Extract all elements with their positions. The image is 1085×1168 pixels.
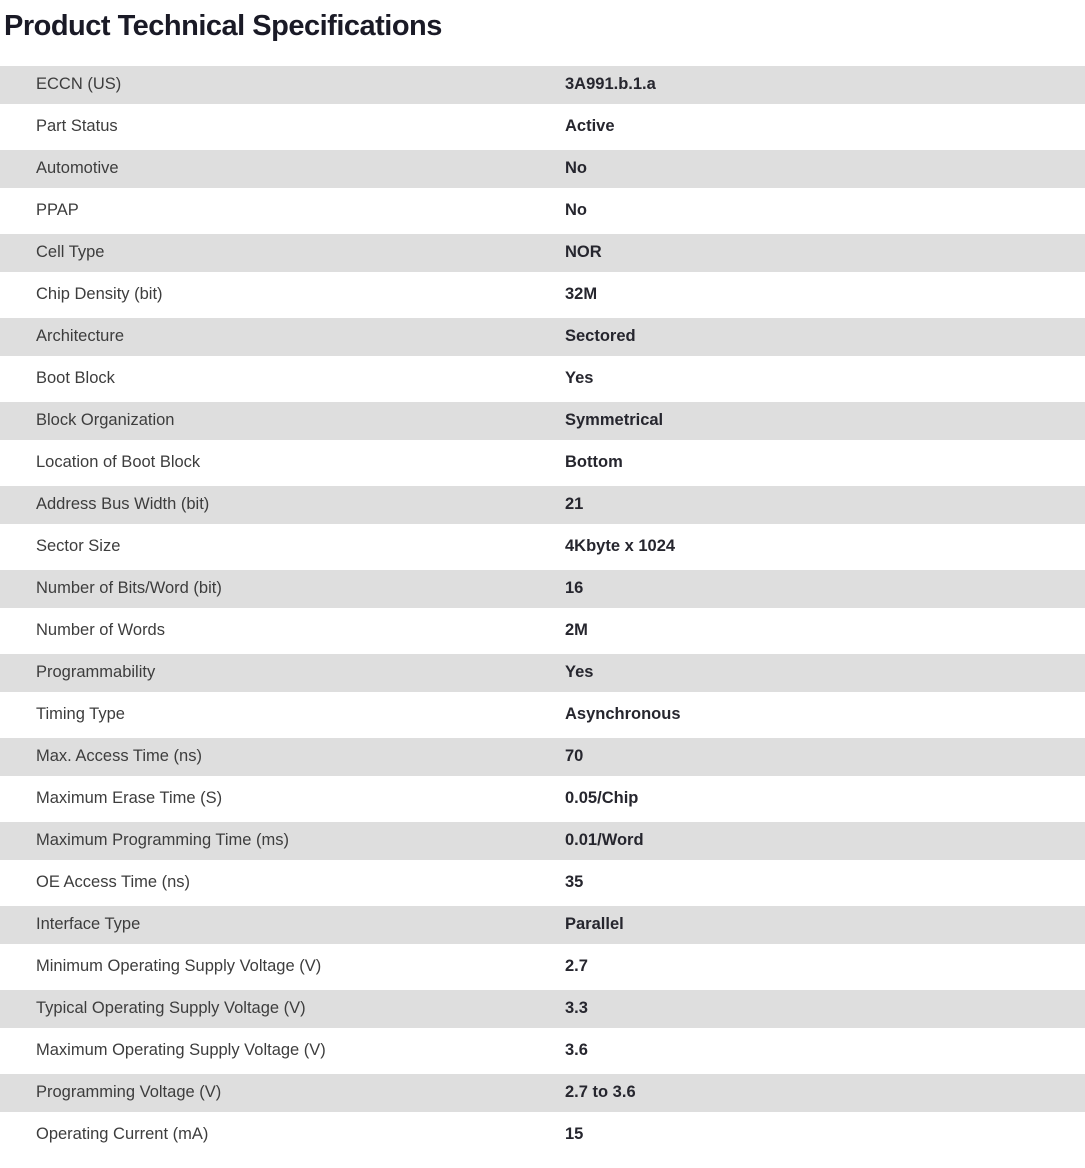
spec-label: Minimum Operating Supply Voltage (V) xyxy=(36,957,322,976)
spec-value: 15 xyxy=(565,1125,584,1144)
spec-label: OE Access Time (ns) xyxy=(36,873,191,892)
spec-row xyxy=(0,864,1085,902)
spec-value: No xyxy=(565,159,587,178)
spec-value: Parallel xyxy=(565,915,624,934)
spec-row xyxy=(0,696,1085,734)
spec-value: No xyxy=(565,201,587,220)
spec-row xyxy=(0,1032,1085,1070)
spec-row xyxy=(0,570,1085,608)
spec-row xyxy=(0,738,1085,776)
spec-label: Max. Access Time (ns) xyxy=(36,747,202,766)
spec-row xyxy=(0,612,1085,650)
spec-value: Bottom xyxy=(565,453,623,472)
spec-value: 3A991.b.1.a xyxy=(565,75,656,94)
spec-value: Sectored xyxy=(565,327,636,346)
spec-label: PPAP xyxy=(36,201,79,220)
spec-label: Address Bus Width (bit) xyxy=(36,495,210,514)
spec-row xyxy=(0,1074,1085,1112)
spec-value: 2.7 to 3.6 xyxy=(565,1083,636,1102)
spec-row xyxy=(0,822,1085,860)
spec-row xyxy=(0,276,1085,314)
spec-row xyxy=(0,1116,1085,1154)
spec-label: Chip Density (bit) xyxy=(36,285,163,304)
spec-row xyxy=(0,654,1085,692)
spec-row xyxy=(0,360,1085,398)
spec-row xyxy=(0,444,1085,482)
spec-row xyxy=(0,108,1085,146)
spec-label: Cell Type xyxy=(36,243,105,262)
spec-value: Asynchronous xyxy=(565,705,681,724)
spec-value: 0.01/Word xyxy=(565,831,644,850)
spec-label: Programmability xyxy=(36,663,156,682)
spec-label: Automotive xyxy=(36,159,119,178)
spec-label: Timing Type xyxy=(36,705,125,724)
spec-value: 2M xyxy=(565,621,588,640)
spec-value: NOR xyxy=(565,243,602,262)
spec-value: 32M xyxy=(565,285,598,304)
spec-label: Boot Block xyxy=(36,369,115,388)
spec-row xyxy=(0,66,1085,104)
spec-label: ECCN (US) xyxy=(36,75,122,94)
spec-label: Maximum Operating Supply Voltage (V) xyxy=(36,1041,326,1060)
spec-value: 3.6 xyxy=(565,1041,588,1060)
spec-label: Typical Operating Supply Voltage (V) xyxy=(36,999,306,1018)
spec-label: Interface Type xyxy=(36,915,141,934)
spec-row xyxy=(0,318,1085,356)
spec-row xyxy=(0,528,1085,566)
spec-value: Symmetrical xyxy=(565,411,664,430)
spec-value: Active xyxy=(565,117,615,136)
spec-value: 4Kbyte x 1024 xyxy=(565,537,676,556)
spec-row xyxy=(0,402,1085,440)
spec-label: Block Organization xyxy=(36,411,175,430)
spec-label: Operating Current (mA) xyxy=(36,1125,209,1144)
spec-value: 2.7 xyxy=(565,957,588,976)
spec-value: 0.05/Chip xyxy=(565,789,639,808)
page-title: Product Technical Specifications xyxy=(4,10,442,42)
spec-row xyxy=(0,780,1085,818)
spec-table xyxy=(0,66,1085,1154)
spec-value: 21 xyxy=(565,495,584,514)
spec-label: Architecture xyxy=(36,327,125,346)
spec-value: Yes xyxy=(565,369,594,388)
spec-row xyxy=(0,150,1085,188)
spec-row xyxy=(0,486,1085,524)
spec-row xyxy=(0,948,1085,986)
spec-value: Yes xyxy=(565,663,594,682)
spec-value: 70 xyxy=(565,747,584,766)
spec-label: Location of Boot Block xyxy=(36,453,201,472)
spec-value: 3.3 xyxy=(565,999,588,1018)
spec-label: Programming Voltage (V) xyxy=(36,1083,222,1102)
spec-label: Sector Size xyxy=(36,537,121,556)
spec-row xyxy=(0,906,1085,944)
spec-row xyxy=(0,234,1085,272)
spec-value: 16 xyxy=(565,579,584,598)
spec-label: Maximum Programming Time (ms) xyxy=(36,831,290,850)
spec-label: Number of Bits/Word (bit) xyxy=(36,579,222,598)
spec-value: 35 xyxy=(565,873,584,892)
spec-label: Maximum Erase Time (S) xyxy=(36,789,223,808)
spec-row xyxy=(0,990,1085,1028)
spec-label: Part Status xyxy=(36,117,118,136)
spec-label: Number of Words xyxy=(36,621,165,640)
spec-row xyxy=(0,192,1085,230)
